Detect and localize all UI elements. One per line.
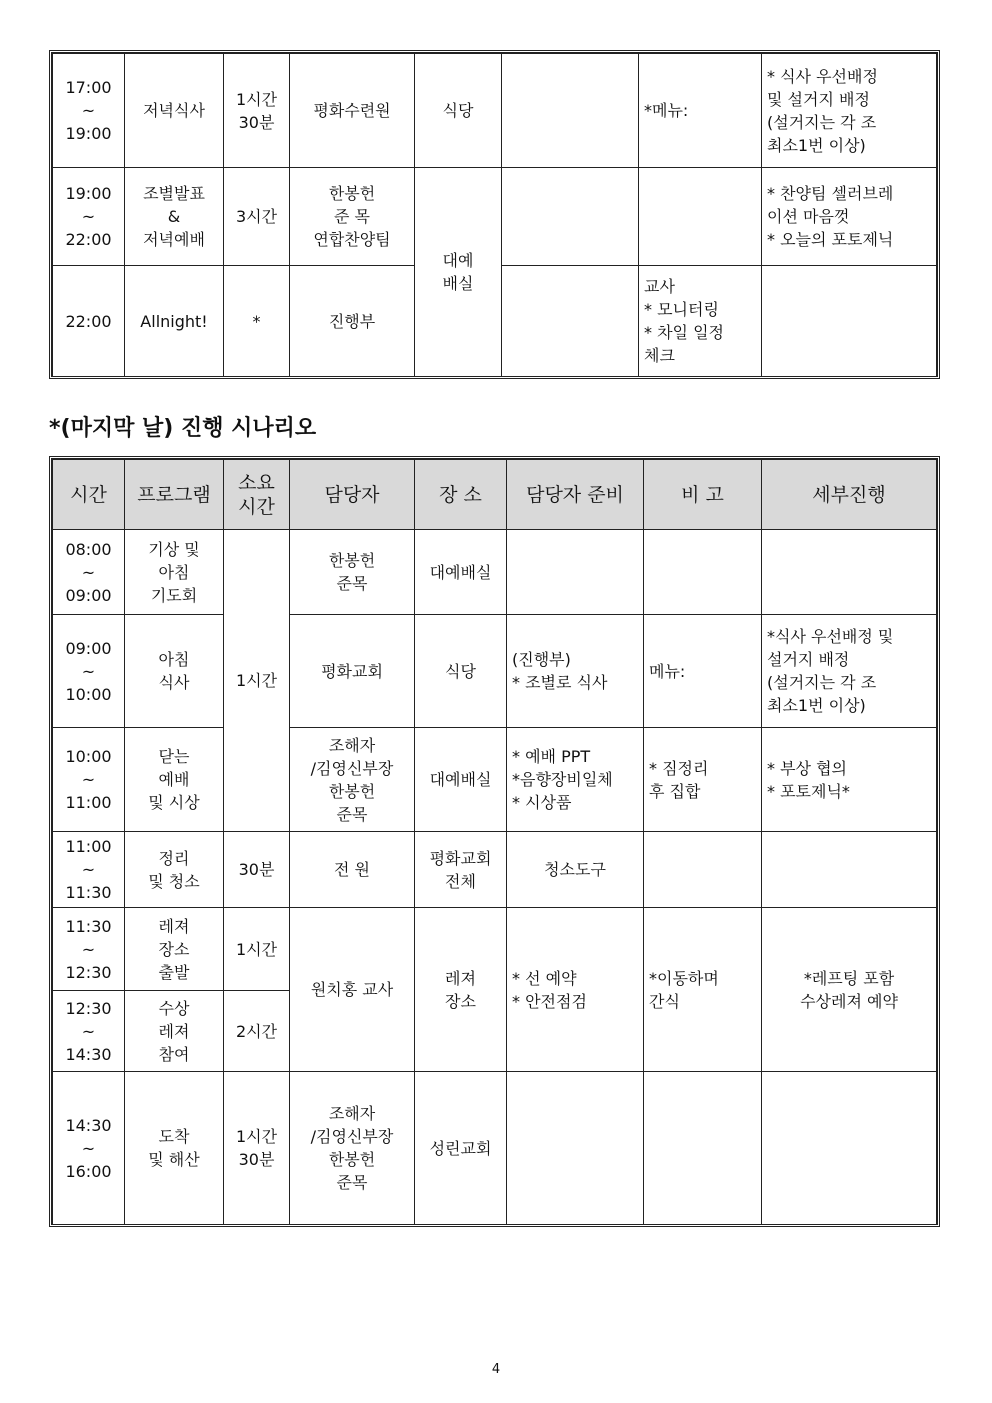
prep-cell — [502, 266, 639, 377]
person-cell: 조해자 /김영신부장 한봉헌 준목 — [290, 1072, 415, 1225]
detail-cell — [762, 266, 937, 377]
duration-cell: 1시간 — [224, 908, 290, 991]
program-cell: 저녁식사 — [125, 54, 224, 168]
program-cell: 도착 및 해산 — [125, 1072, 224, 1225]
time-cell: 08:00 ~ 09:00 — [53, 530, 125, 615]
note-cell: *메뉴: — [639, 54, 762, 168]
table-row — [53, 530, 937, 615]
time-cell: 14:30 ~ 16:00 — [53, 1072, 125, 1225]
person-cell: 한봉헌 준목 — [290, 530, 415, 615]
person-cell: 조해자 /김영신부장 한봉헌 준목 — [290, 728, 415, 832]
detail-cell — [762, 832, 937, 908]
place-cell: 대예 배실 — [415, 168, 502, 377]
place-cell: 레져 장소 — [415, 908, 507, 1072]
program-cell: 레져 장소 출발 — [125, 908, 224, 991]
time-cell: 12:30 ~ 14:30 — [53, 991, 125, 1072]
note-cell: 메뉴: — [644, 615, 762, 728]
header-program: 프로그램 — [125, 460, 224, 530]
heading-text: (마지막 날) 진행 시나리오 — [60, 416, 317, 441]
person-cell: 한봉헌 준 목 연합찬양팀 — [290, 168, 415, 266]
time-cell: 09:00 ~ 10:00 — [53, 615, 125, 728]
place-cell: 성린교회 — [415, 1072, 507, 1225]
header-duration: 소요 시간 — [224, 460, 290, 530]
detail-cell — [762, 1072, 937, 1225]
program-cell: 정리 및 청소 — [125, 832, 224, 908]
note-cell: *이동하며 간식 — [644, 908, 762, 1072]
header-time: 시간 — [53, 460, 125, 530]
page-number: 4 — [491, 1362, 501, 1377]
detail-cell — [762, 530, 937, 615]
table-row — [53, 728, 937, 832]
place-cell: 식당 — [415, 615, 507, 728]
prep-cell: * 선 예약 * 안전점검 — [507, 908, 644, 1072]
header-person: 담당자 — [290, 460, 415, 530]
person-cell: 평화수련원 — [290, 54, 415, 168]
prep-cell — [507, 530, 644, 615]
prep-cell: (진행부) * 조별로 식사 — [507, 615, 644, 728]
detail-cell: * 찬양팀 셀러브레 이션 마음껏 * 오늘의 포토제닉 — [762, 168, 937, 266]
program-cell: 조별발표 & 저녁예배 — [125, 168, 224, 266]
program-cell: Allnight! — [125, 266, 224, 377]
header-place: 장 소 — [415, 460, 507, 530]
place-cell: 평화교회 전체 — [415, 832, 507, 908]
duration-cell: 3시간 — [224, 168, 290, 266]
note-cell — [639, 168, 762, 266]
time-cell: 19:00 ~ 22:00 — [53, 168, 125, 266]
person-cell: 평화교회 — [290, 615, 415, 728]
detail-cell: *레프팅 포함 수상레져 예약 — [762, 908, 937, 1072]
time-cell: 17:00 ~ 19:00 — [53, 54, 125, 168]
heading-star: * — [49, 416, 61, 441]
program-cell: 닫는 예배 및 시상 — [125, 728, 224, 832]
schedule-table-continued — [49, 50, 940, 379]
table-row — [53, 908, 937, 991]
time-cell: 11:00 ~ 11:30 — [53, 832, 125, 908]
last-day-schedule-table — [49, 456, 940, 1227]
detail-cell: *식사 우선배정 및 설거지 배정 (설거지는 각 조 최소1번 이상) — [762, 615, 937, 728]
duration-cell: 1시간 30분 — [224, 54, 290, 168]
person-cell: 전 원 — [290, 832, 415, 908]
time-cell: 11:30 ~ 12:30 — [53, 908, 125, 991]
prep-cell — [502, 54, 639, 168]
duration-cell: 1시간 — [224, 530, 290, 832]
table-row — [53, 832, 937, 908]
duration-cell: 1시간 30분 — [224, 1072, 290, 1225]
section-heading — [49, 414, 316, 444]
duration-cell: 30분 — [224, 832, 290, 908]
detail-cell: * 식사 우선배정 및 설거지 배정 (설거지는 각 조 최소1번 이상) — [762, 54, 937, 168]
program-cell: 수상 레져 참여 — [125, 991, 224, 1072]
prep-cell — [502, 168, 639, 266]
place-cell: 식당 — [415, 54, 502, 168]
note-cell: * 짐정리 후 집합 — [644, 728, 762, 832]
person-cell: 원치홍 교사 — [290, 908, 415, 1072]
prep-cell — [507, 1072, 644, 1225]
header-note: 비 고 — [644, 460, 762, 530]
table-row — [53, 168, 937, 266]
header-detail: 세부진행 — [762, 460, 937, 530]
place-cell: 대예배실 — [415, 728, 507, 832]
table-row — [53, 1072, 937, 1225]
prep-cell: * 예배 PPT *음향장비일체 * 시상품 — [507, 728, 644, 832]
time-cell: 22:00 — [53, 266, 125, 377]
header-prep: 담당자 준비 — [507, 460, 644, 530]
table-row — [53, 615, 937, 728]
note-cell: 교사 * 모니터링 * 차일 일정 체크 — [639, 266, 762, 377]
duration-cell: 2시간 — [224, 991, 290, 1072]
header-row — [53, 460, 937, 530]
note-cell — [644, 1072, 762, 1225]
person-cell: 진행부 — [290, 266, 415, 377]
duration-cell: * — [224, 266, 290, 377]
note-cell — [644, 530, 762, 615]
place-cell: 대예배실 — [415, 530, 507, 615]
detail-cell: * 부상 협의 * 포토제닉* — [762, 728, 937, 832]
prep-cell: 청소도구 — [507, 832, 644, 908]
note-cell — [644, 832, 762, 908]
table-row — [53, 54, 937, 168]
time-cell: 10:00 ~ 11:00 — [53, 728, 125, 832]
program-cell: 기상 및 아침 기도회 — [125, 530, 224, 615]
program-cell: 아침 식사 — [125, 615, 224, 728]
